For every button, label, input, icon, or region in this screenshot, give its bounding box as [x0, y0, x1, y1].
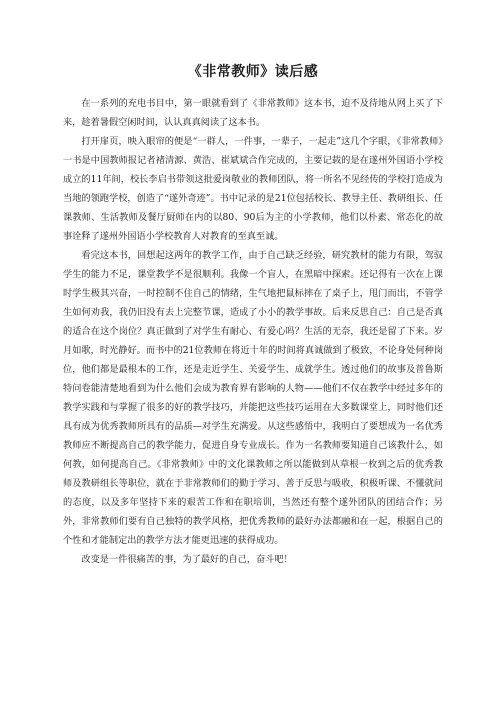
paragraph-intro: 在一系列的充电书目中，第一眼就看到了《非常教师》这本书，迫不及待地从网上买了下来，趁着暑假空闲时间，认认真真阅读了这本书。	[63, 98, 443, 128]
document-title: 《非常教师》读后感	[187, 64, 319, 80]
paragraph-reflection: 看完这本书，回想起这两年的教学工作，由于自己缺乏经验，研究教材的能力有限，驾驭学生的能力不足，课堂教学不是很顺利。我像一个盲人，在黑暗中探索。还记得有一次在上课时学生极其兴奋，一时控制不住自己的情绪，生气地把鼠标摔在了桌子上，甩门而出，不管学生如何劝我，我仍旧没有去上完整节课，造成了小小的教学事故。后来反思自己：自己是否真的适合在这个岗位？真正做到了对学生有耐心、有爱心吗？生活的无奈，我还是留了下来。岁月如歌，时光静好。而书中的21位教师在将近十年的时间将真诚做到了极致，不论身处何种岗位，他们都是最根本的工作，还是走近学生、关爱学生、成就学生。透过他们的故事及普鲁斯特问卷能清楚地看到为什么他们会成为教育界有影响的人物——他们不仅在教学中经过多年的教学实践和与掌握了很多的好的教学技巧，并能把这些技巧运用在大多数课堂上，同时他们还具有成为优秀教师所具有的品质—对学生充满爱。从这些感悟中，我明白了要想成为一名优秀教师应不断提高自己的教学能力，促进自身专业成长。作为一名教师要知道自己该教什么，如何教，如何提高自己。《非常教师》中的文化课教师之所以能做到从草根一枚到之后的优秀教师及教研组长等职位，就在于非常教师们的勤于学习、善于反思与吸收，积极听课、不懂就问的态度，以及多年坚持下来的艰苦工作和在职培训，当然还有整个遂外团队的团结合作；另外，非常教师们要有自己独特的教学风格，把优秀教师的最好办法都融和在一起，根据自己的个性和才能制定出的教学方法才能更迅速的获得成功。	[63, 250, 443, 546]
paragraph-book-summary: 打开扉页，映入眼帘的便是“一群人，一件事，一辈子，一起走”这几个字眼，《非常教师》一书是中国教师报记者褚清源、黄浩、崔斌斌合作完成的，主要记载的是在遂州外国语小学校成立的11年间，校长李启书带领这批爱岗敬业的教师团队，将一所名不见经传的学校打造成为当地的领跑学校，创造了“遂外奇迹”。书中记录的是21位包括校长、教导主任、教研组长、任课教师、生活教师及餐厅厨师在内的以80、90后为主的小学教师，他们以朴素、常态化的故事诠释了遂州外国语小学校教育人对教育的至真至诚。	[63, 136, 443, 242]
document-page	[63, 62, 443, 569]
paragraph-closing: 改变是一件很痛苦的事，为了最好的自己，奋斗吧！	[81, 554, 293, 565]
